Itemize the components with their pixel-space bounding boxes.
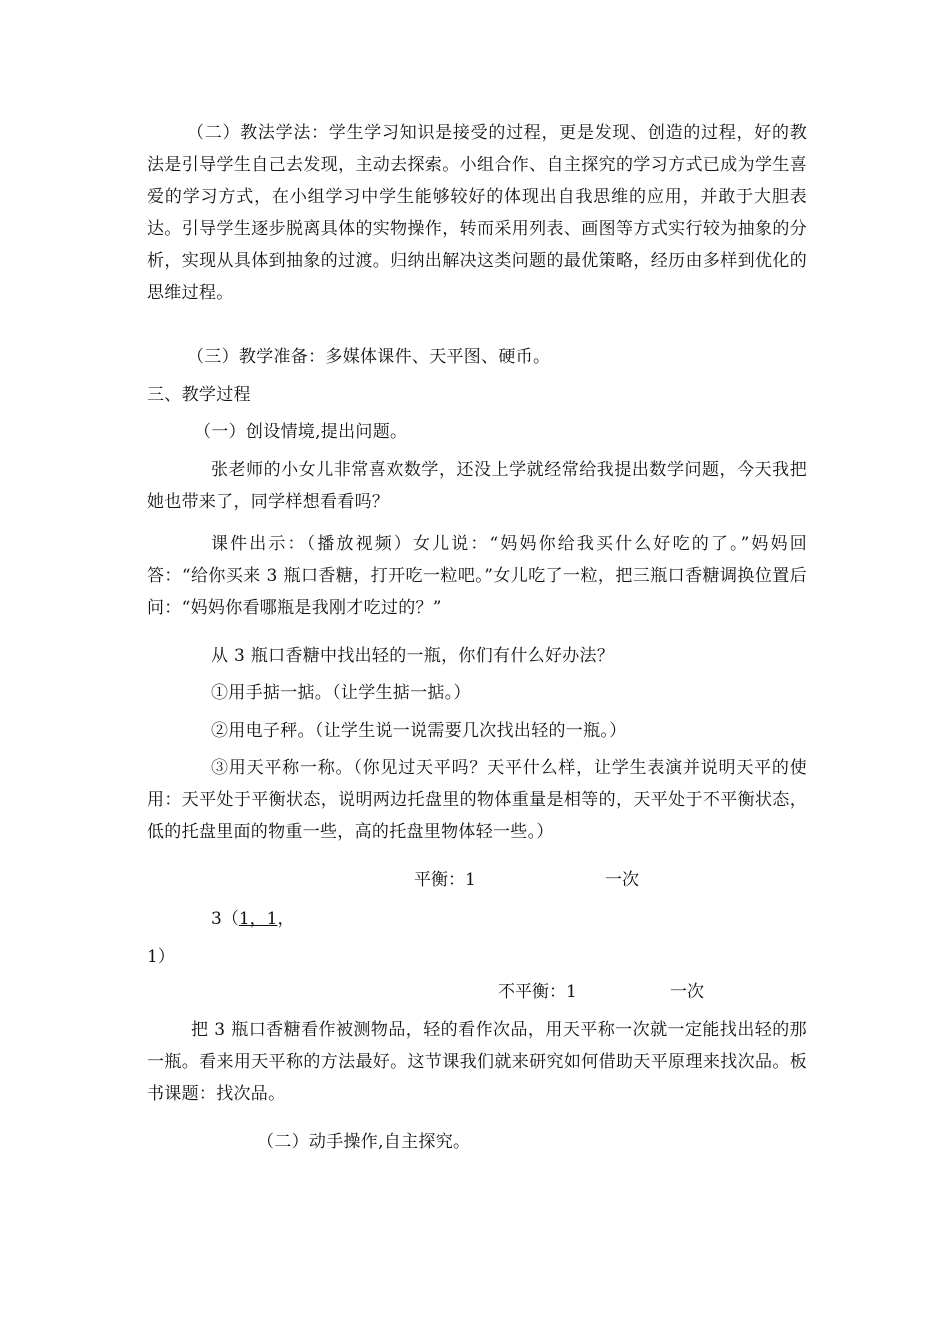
paragraph-teaching-prep: （三）教学准备：多媒体课件、天平图、硬币。 xyxy=(187,347,551,367)
paragraph-conclusion: 把 3 瓶口香糖看作被测物品，轻的看作次品，用天平称一次就一定能找出轻的那一瓶。看来用天平称的方法最好。这节课我们就来研究如何借助天平原理来找次品。板书课题：找次品。 xyxy=(147,1020,807,1104)
paragraph-intro-story: 张老师的小女儿非常喜欢数学，还没上学就经常给我提出数学问题，今天我把她也带来了，同学样想看看吗？ xyxy=(147,460,807,512)
paragraph-video-dialogue: 课件出示：（播放视频）女儿说：“妈妈你给我买什么好吃的了。”妈妈回答：“给你买来 3 瓶口香糖，打开吃一粒吧。”女儿吃了一粒，把三瓶口香糖调换位置后问：“妈妈你看哪瓶是我刚才吃过的？” xyxy=(147,534,807,618)
section-heading-teaching-process: 三、教学过程 xyxy=(147,385,251,405)
paragraph-method-scale: ②用电子秤。（让学生说一说需要几次找出轻的一瓶。） xyxy=(211,721,627,741)
diagram-group xyxy=(211,903,294,935)
diagram-group-prefix: 3（ xyxy=(211,909,239,929)
diagram-group-rest: ， xyxy=(277,909,295,929)
paragraph-question: 从 3 瓶口香糖中找出轻的一瓶，你们有什么好办法？ xyxy=(211,646,615,666)
paragraph-method-hand: ①用手掂一掂。（让学生掂一掂。） xyxy=(211,683,471,703)
diagram-unbalance-label: 不平衡：1 xyxy=(498,982,577,1002)
paragraph-hands-on: （二）动手操作,自主探究。 xyxy=(257,1132,471,1152)
diagram-group-underlined: 1，1 xyxy=(238,909,278,929)
diagram-group-end: 1） xyxy=(147,947,175,967)
diagram-balance-label: 平衡：1 xyxy=(414,870,476,890)
paragraph-teaching-methods: （二）教法学法：学生学习知识是接受的过程，更是发现、创造的过程，好的教法是引导学生自己去发现，主动去探索。小组合作、自主探究的学习方式已成为学生喜爱的学习方式，在小组学习中学生能够较好的体现出自我思维的应用，并敢于大胆表达。引导学生逐步脱离具体的实物操作，转而采用列表、画图等方式实行较为抽象的分析，实现从具体到抽象的过渡。归纳出解决这类问题的最优策略，经历由多样到优化的思维过程。 xyxy=(147,123,807,303)
paragraph-method-balance: ③用天平称一称。（你见过天平吗？天平什么样，让学生表演并说明天平的使用：天平处于平衡状态，说明两边托盘里的物体重量是相等的，天平处于不平衡状态，低的托盘里面的物重一些，高的托盘里物体轻一些。） xyxy=(147,758,807,842)
paragraph-create-situation: （一）创设情境,提出问题。 xyxy=(194,422,408,442)
diagram-unbalance-times: 一次 xyxy=(670,982,704,1002)
diagram-balance-times: 一次 xyxy=(605,870,639,890)
